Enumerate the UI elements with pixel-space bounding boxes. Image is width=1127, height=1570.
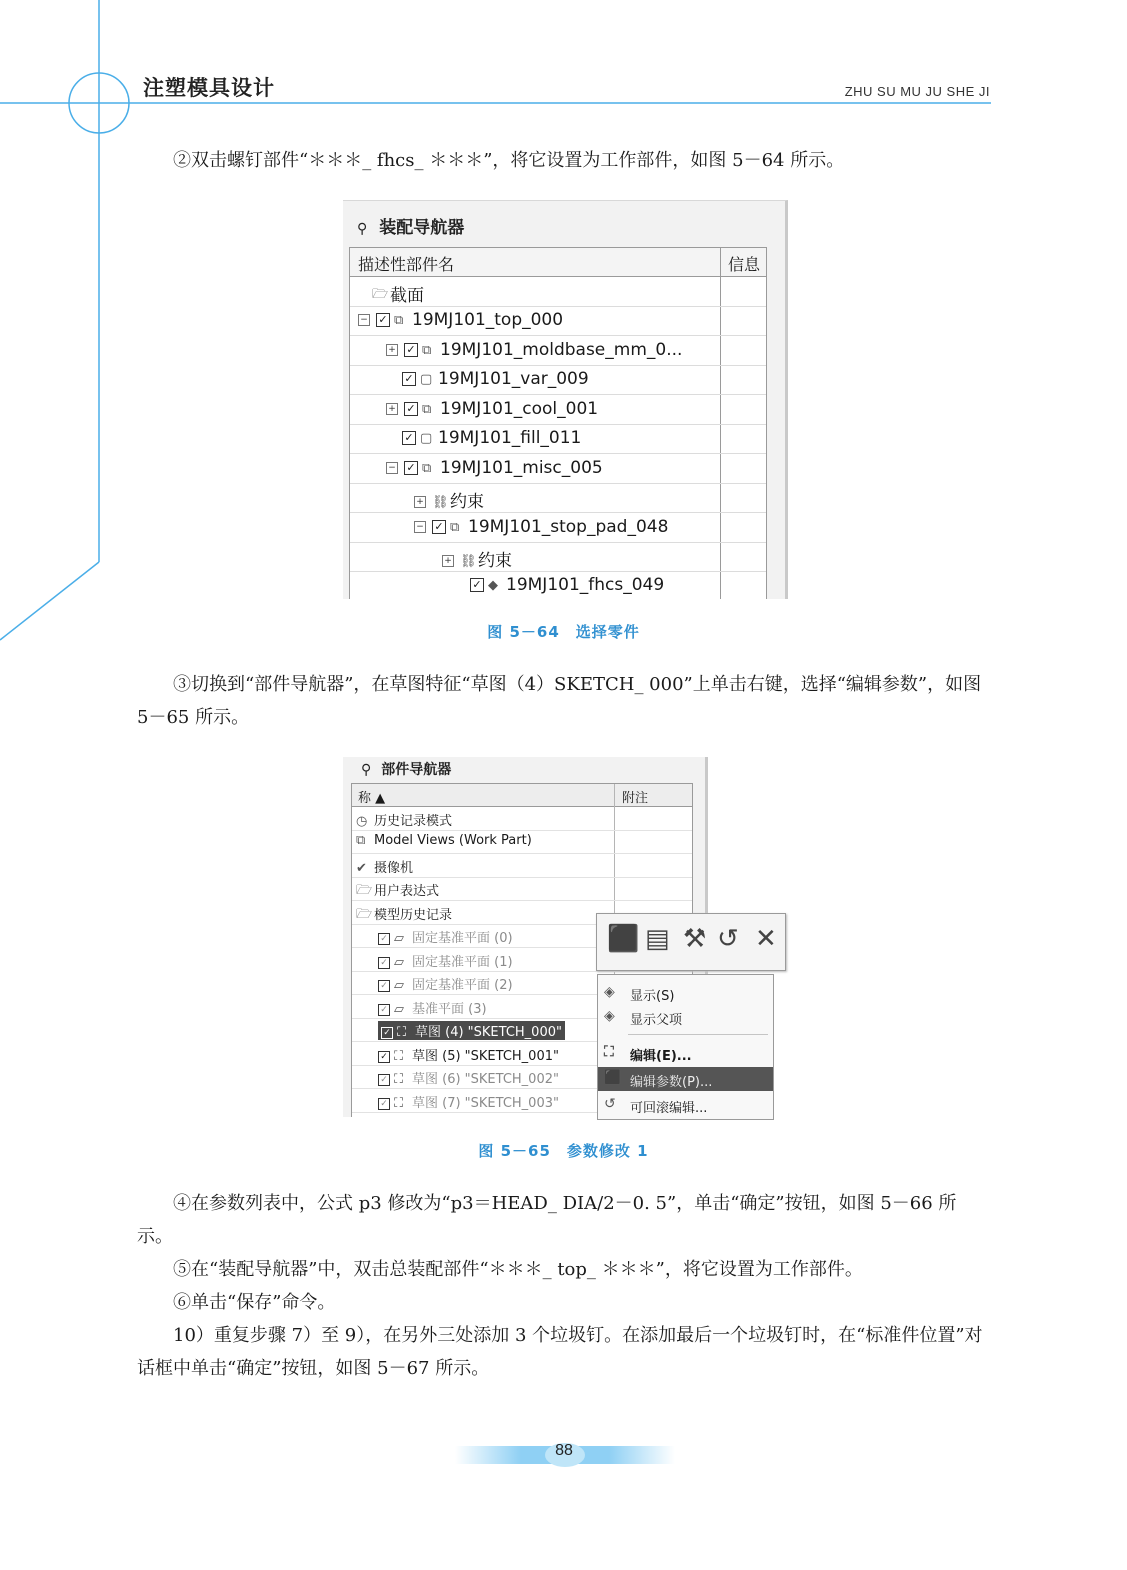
checkbox-icon[interactable]: ✓	[378, 980, 390, 992]
sketch-icon: ⛶	[397, 1025, 407, 1040]
tree-row[interactable]: 🗁 模型历史记录	[352, 901, 692, 925]
checkbox-icon[interactable]: ✓	[378, 957, 390, 969]
menu-item-rollback-edit[interactable]: ↺ 可回滚编辑...	[604, 1096, 708, 1116]
tree-row[interactable]: ✓ ▱ 固定基准平面 (0)	[352, 924, 692, 948]
tree-row[interactable]: 🗁 用户表达式	[352, 877, 692, 901]
datum-plane-icon: ▱	[394, 955, 404, 970]
assembly-icon: ⧉	[394, 312, 404, 328]
checkbox-icon[interactable]: ✓	[432, 520, 446, 534]
datum-plane-icon: ▱	[394, 978, 404, 993]
menu-item-show[interactable]: ◈ 显示(S)	[604, 984, 675, 1004]
tree-row[interactable]: − ✓ ⧉ 19MJ101_top_000	[350, 306, 766, 336]
checkbox-icon[interactable]: ✓	[378, 933, 390, 945]
tree-row[interactable]: + ⛓约束	[350, 542, 766, 572]
tree-row[interactable]: + ⛓约束	[350, 483, 766, 513]
clock-icon: ◷	[356, 814, 368, 829]
folder-icon: 🗁	[356, 906, 373, 922]
checkbox-icon[interactable]: ✓	[378, 1051, 390, 1063]
column-header-name[interactable]: 称 ▲	[358, 791, 386, 806]
cube-icon[interactable]: ⬛	[607, 924, 640, 954]
checkbox-icon[interactable]: ✓	[378, 1004, 390, 1016]
menu-item-edit[interactable]: ⛶ 编辑(E)...	[604, 1044, 692, 1064]
collapse-icon[interactable]: −	[414, 521, 426, 533]
show-icon: ◈	[604, 984, 615, 1000]
show-parents-icon: ◈	[604, 1008, 615, 1024]
sort-ascending-icon: ▲	[375, 791, 386, 806]
close-icon[interactable]: ✕	[755, 924, 777, 954]
tree-row-selected[interactable]: ✓ ⛶ 草图 (4) "SKETCH_000"	[352, 1018, 692, 1042]
camera-icon: ✔	[356, 861, 367, 876]
checkbox-icon[interactable]: ✓	[404, 461, 418, 475]
running-header-title: 注塑模具设计	[143, 76, 275, 100]
checkbox-icon[interactable]: ✓	[404, 402, 418, 416]
tree-row[interactable]: ✓ ⛶ 草图 (5) "SKETCH_001"	[352, 1042, 692, 1066]
figure-caption-5-65: 图 5－65 参数修改 1	[478, 1142, 649, 1160]
paragraph-step-2: ②双击螺钉部件“＊＊＊_ fhcs_ ＊＊＊”，将它设置为工作部件，如图 5－64 所示。	[173, 150, 845, 171]
menu-item-edit-parameters[interactable]: ⬛ 编辑参数(P)...	[598, 1067, 773, 1091]
page-number: 88	[555, 1442, 573, 1459]
collapse-icon[interactable]: −	[386, 462, 398, 474]
checkbox-icon[interactable]: ✓	[402, 431, 416, 445]
expand-icon[interactable]: +	[414, 496, 426, 508]
tree-row[interactable]: ✓ ▱ 基准平面 (3)	[352, 995, 692, 1019]
tree-row[interactable]: ✓ ▢ 19MJ101_var_009	[350, 365, 766, 395]
sketch-icon: ⛶	[394, 1072, 404, 1087]
rollback-icon[interactable]: ↺	[717, 924, 739, 954]
pin-icon: ⚲	[357, 221, 368, 237]
figure-caption-5-64: 图 5－64 选择零件	[487, 623, 640, 641]
tree-row[interactable]: ◷ 历史记录模式	[352, 807, 692, 831]
assembly-navigator-screenshot	[343, 200, 788, 599]
model-views-icon: ⧉	[356, 833, 366, 848]
edit-parameters-icon: ⬛	[604, 1070, 622, 1086]
tree-row[interactable]: + ✓ ⧉ 19MJ101_moldbase_mm_0...	[350, 336, 766, 366]
datum-plane-icon: ▱	[394, 931, 404, 946]
sketch-icon: ⛶	[394, 1049, 404, 1064]
checkbox-icon[interactable]: ✓	[470, 578, 484, 592]
expand-icon[interactable]: +	[386, 344, 398, 356]
assembly-icon: ⧉	[450, 519, 460, 535]
tree-row[interactable]: ✓ ▱ 固定基准平面 (1)	[352, 948, 692, 972]
collapse-icon[interactable]: −	[358, 314, 370, 326]
running-header-pinyin: ZHU SU MU JU SHE JI	[844, 84, 990, 99]
pin-icon: ⚲	[361, 762, 372, 778]
rollback-icon: ↺	[604, 1096, 616, 1112]
tree-row[interactable]: ⧉ Model Views (Work Part)	[352, 830, 692, 854]
datum-plane-icon: ▱	[394, 1002, 404, 1017]
checkbox-icon[interactable]: ✓	[378, 1074, 390, 1086]
sketch-icon: ⛶	[604, 1044, 614, 1060]
tree-row[interactable]: 🗁 截面	[350, 277, 766, 307]
tree-row[interactable]: ✓ ▱ 固定基准平面 (2)	[352, 971, 692, 995]
assembly-icon: ⧉	[422, 401, 432, 417]
context-menu	[597, 974, 774, 1120]
checkbox-icon[interactable]: ✓	[404, 343, 418, 357]
tree-row[interactable]: + ✓ ⧉ 19MJ101_cool_001	[350, 395, 766, 425]
folder-icon: 🗁	[356, 882, 373, 898]
folder-icon: 🗁	[372, 287, 389, 302]
solid-part-icon: ◆	[488, 577, 498, 593]
sheet-icon[interactable]: ▤	[645, 924, 670, 954]
column-header-name[interactable]: 描述性部件名	[358, 255, 455, 274]
column-header-info[interactable]: 信息	[728, 255, 761, 274]
part-icon: ▢	[420, 430, 433, 446]
tree-row[interactable]: ✓ ⛶ 草图 (6) "SKETCH_002"	[352, 1065, 692, 1089]
tree-row[interactable]: − ✓ ⧉ 19MJ101_misc_005	[350, 454, 766, 484]
assembly-icon: ⧉	[422, 342, 432, 358]
assembly-navigator-title: ⚲ 装配导航器	[357, 218, 465, 238]
menu-item-show-parents[interactable]: ◈ 显示父项	[604, 1008, 683, 1028]
tree-row[interactable]: − ✓ ⧉ 19MJ101_stop_pad_048	[350, 513, 766, 543]
assembly-icon: ⧉	[422, 460, 432, 476]
tree-row[interactable]: ✓ ◆ 19MJ101_fhcs_049	[350, 571, 766, 599]
table-header	[352, 784, 692, 807]
expand-icon[interactable]: +	[442, 555, 454, 567]
tool-icon[interactable]: ⚒	[683, 924, 707, 954]
checkbox-icon[interactable]: ✓	[378, 1098, 390, 1110]
tree-row[interactable]: ✓ ⛶ 草图 (7) "SKETCH_003"	[352, 1089, 692, 1113]
context-toolbar	[596, 913, 786, 971]
checkbox-icon[interactable]: ✓	[381, 1027, 393, 1039]
tree-row[interactable]: ✓ ▢ 19MJ101_fill_011	[350, 424, 766, 454]
part-icon: ▢	[420, 371, 433, 387]
table-header	[350, 248, 766, 277]
checkbox-icon[interactable]: ✓	[376, 313, 390, 327]
paragraph-step-3: ③切换到“部件导航器”，在草图特征“草图（4）SKETCH_ 000”上单击右键，选择“编辑参数”，如图 5－65 所示。	[137, 674, 982, 728]
column-header-note[interactable]: 附注	[622, 791, 649, 806]
expand-icon[interactable]: +	[386, 403, 398, 415]
constraint-icon: ⛓	[460, 553, 477, 569]
paragraph-steps-4-to-10: ④在参数列表中，公式 p3 修改为“p3＝HEAD_ DIA/2－0. 5”，单击“确定”按钮，如图 5－66 所示。 ⑤在“装配导航器”中，双击总装配部件“＊＊＊_ top_ ＊＊＊”，将它设置为工作部件。 ⑥单击“保存”命令。 10）重复步骤 7）至 9），在另外三处添加 3 个垃圾钉。在添加最后一个垃圾钉时，在“标准件位置”对话框中单击“确定”按钮，如图 5－67 所示。	[137, 1193, 983, 1379]
tree-row[interactable]: ✔ 摄像机	[352, 854, 692, 878]
part-navigator-title: ⚲ 部件导航器	[361, 762, 452, 778]
sketch-icon: ⛶	[394, 1096, 404, 1111]
assembly-tree-table	[349, 247, 767, 599]
checkbox-icon[interactable]: ✓	[402, 372, 416, 386]
constraint-icon: ⛓	[432, 494, 449, 510]
